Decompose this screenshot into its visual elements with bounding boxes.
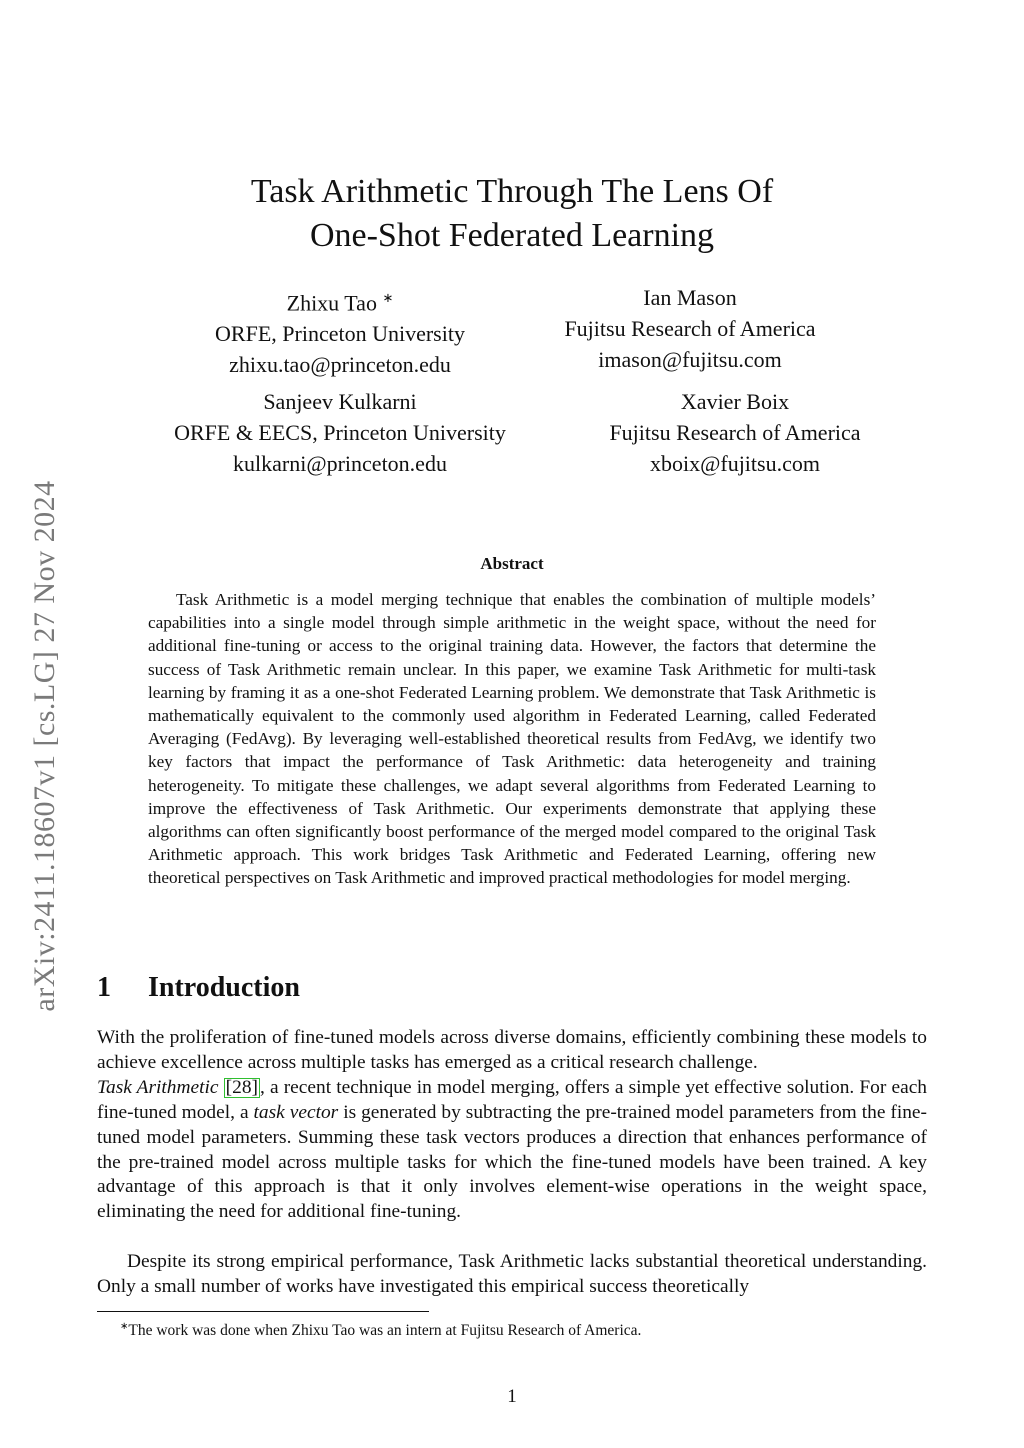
footnote bbox=[120, 1317, 641, 1341]
author-affiliation: Fujitsu Research of America bbox=[609, 420, 861, 445]
emphasis-term: task vector bbox=[253, 1101, 339, 1123]
author-name: Ian Mason bbox=[643, 285, 737, 310]
emphasis-term: Task Arithmetic bbox=[97, 1076, 219, 1098]
section-title: Introduction bbox=[148, 972, 300, 1003]
author-block bbox=[520, 282, 860, 375]
author-block bbox=[140, 282, 540, 380]
author-affiliation: ORFE, Princeton University bbox=[215, 321, 465, 347]
intro-paragraph: With the proliferation of fine-tuned models across diverse domains, efficiently combining these models to achieve excellence across multiple tasks has emerged as a critical research challenge. Task Arithmetic [28] , a recent technique in model merging, offers a simple yet effective solution. For each fine-tuned model, a task vector is generated by subtracting the pre-trained model parameters from the fine-tuned model parameters. Summing these task vectors produces a direction that enhances performance of the pre-trained model across multiple tasks for which the fine-tuned models have been trained. A key advantage of this approach is that it only involves element-wise operations in the weight space, eliminating the need for additional fine-tuning. bbox=[97, 1027, 927, 1223]
author-affiliation: Fujitsu Research of America bbox=[564, 316, 816, 341]
author-name: Zhixu Tao ∗ bbox=[286, 290, 394, 316]
title-line-1: Task Arithmetic Through The Lens Of bbox=[250, 173, 774, 210]
section-heading bbox=[97, 972, 300, 1004]
author-affiliation: ORFE & EECS, Princeton University bbox=[174, 420, 506, 445]
author-name: Xavier Boix bbox=[680, 389, 790, 414]
author-footnote-mark: ∗ bbox=[382, 290, 394, 305]
footnote-rule bbox=[97, 1311, 429, 1312]
intro-paragraph: Despite its strong empirical performance, Task Arithmetic lacks substantial theoretical understanding. Only a small number of works have investigated this empirical success theoretically bbox=[97, 1251, 927, 1297]
section-number: 1 bbox=[97, 972, 111, 1003]
paper-title bbox=[0, 170, 1024, 258]
footnote-mark: ∗ bbox=[120, 1321, 129, 1332]
author-email: kulkarni@princeton.edu bbox=[233, 451, 447, 476]
author-block bbox=[560, 386, 910, 479]
abstract-text: Task Arithmetic is a model merging technique that enables the combination of multiple models’ capabilities into a single model through simple arithmetic in the weight space, without the need for additional fine-tuning or access to the original training data. However, the factors that determine the success of Task Arithmetic remain unclear. In this paper, we examine Task Arithmetic for multi-task learning by framing it as a one-shot Federated Learning problem. We demonstrate that Task Arithmetic is mathematically equivalent to the commonly used algorithm in Federated Learning, called Federated Averaging (FedAvg). By leveraging well-established theoretical results from FedAvg, we identify two key factors that impact the performance of Task Arithmetic: data heterogeneity and training heterogeneity. To mitigate these challenges, we adapt several algorithms from Federated Learning to improve the effectiveness of Task Arithmetic. Our experiments demonstrate that applying these algorithms can often significantly boost performance of the merged model compared to the original Task Arithmetic approach. This work bridges Task Arithmetic and Federated Learning, offering new theoretical perspectives on Task Arithmetic and improved practical methodologies for model merging. bbox=[148, 590, 876, 888]
author-email: xboix@fujitsu.com bbox=[650, 451, 820, 476]
title-line-2: One-Shot Federated Learning bbox=[309, 217, 715, 254]
citation-link[interactable]: [28] bbox=[225, 1076, 258, 1098]
author-name: Sanjeev Kulkarni bbox=[263, 389, 417, 414]
author-block bbox=[120, 386, 560, 479]
page-number: 1 bbox=[507, 1386, 517, 1407]
author-email: imason@fujitsu.com bbox=[598, 347, 782, 372]
author-email: zhixu.tao@princeton.edu bbox=[229, 352, 451, 378]
footnote-text: The work was done when Zhixu Tao was an intern at Fujitsu Research of America. bbox=[128, 1322, 642, 1340]
arxiv-identifier: arXiv:2411.18607v1 [cs.LG] 27 Nov 2024 bbox=[28, 480, 61, 1012]
abstract-heading: Abstract bbox=[480, 554, 544, 573]
